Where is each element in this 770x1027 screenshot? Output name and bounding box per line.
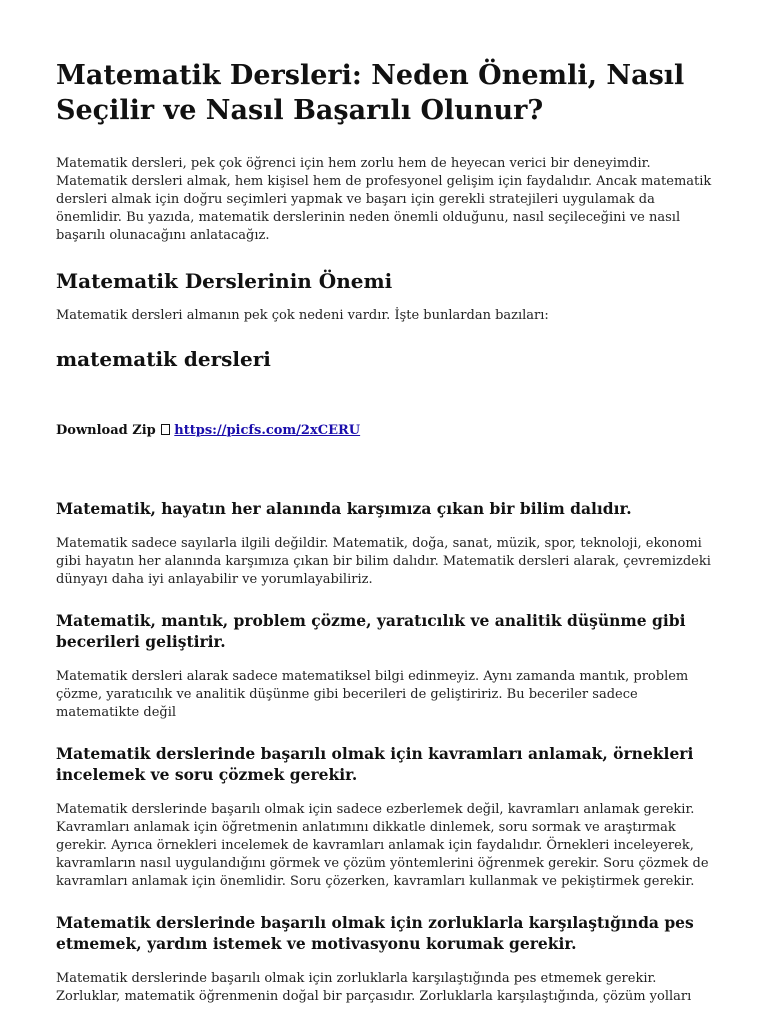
section-heading-1: Matematik, hayatın her alanında karşımıza çıkan bir bilim dalıdır. bbox=[56, 499, 632, 518]
article bbox=[56, 58, 716, 1027]
importance-heading: Matematik Derslerinin Önemi bbox=[56, 269, 393, 293]
download-link[interactable]: https://picfs.com/2xCERU bbox=[174, 423, 361, 438]
download-label: Download Zip bbox=[56, 423, 156, 438]
section-body-3: Matematik derslerinde başarılı olmak için sadece ezberlemek değil, kavramları anlamak gerekir. Kavramları anlamak için öğretmenin anlatımını dikkatle dinlemek, soru sormak ve araştırmak gerekir. Ayrıca örnekleri incelemek de kavramları anlamak için faydalıdır. Örnekleri inceleyerek, kavramların nasıl uygulandığını görmek ve çözüm yöntemlerini öğrenmek gerekir. Soru çözmek de kavramları anlamak için önemlidir. Soru çözerken, kavramları kullanmak ve pekiştirmek gerekir. bbox=[56, 802, 709, 889]
section-heading-3: Matematik derslerinde başarılı olmak için kavramları anlamak, örnekleri incelemek ve soru çözmek gerekir. bbox=[56, 744, 694, 784]
section-body-4: Matematik derslerinde başarılı olmak için zorluklarla karşılaştığında pes etmemek gerekir. Zorluklar, matematik öğrenmenin doğal bir parçasıdır. Zorluklarla karşılaştığında, çözüm yolları bbox=[56, 971, 692, 1004]
download-arrow-icon bbox=[161, 424, 170, 435]
download-line bbox=[56, 422, 716, 440]
section-heading-4: Matematik derslerinde başarılı olmak için zorluklarla karşılaştığında pes etmemek, yardım istemek ve motivasyonu korumak gerekir. bbox=[56, 913, 694, 953]
keyword-heading: matematik dersleri bbox=[56, 347, 271, 371]
intro-paragraph: Matematik dersleri, pek çok öğrenci için hem zorlu hem de heyecan verici bir deneyimdir. Matematik dersleri almak, hem kişisel hem de profesyonel gelişim için faydalıdır. Ancak matematik dersleri almak için doğru seçimleri yapmak ve başarı için gerekli stratejileri uygulamak da önemlidir. Bu yazıda, matematik derslerinin neden önemli olduğunu, nasıl seçileceğini ve nasıl başarılı olunacağını anlatacağız. bbox=[56, 156, 712, 243]
article-title: Matematik Dersleri: Neden Önemli, Nasıl Seçilir ve Nasıl Başarılı Olunur? bbox=[56, 60, 685, 126]
section-body-1: Matematik sadece sayılarla ilgili değildir. Matematik, doğa, sanat, müzik, spor, teknoloji, ekonomi gibi hayatın her alanında karşımıza çıkan bir bilim dalıdır. Matematik dersleri alarak, çevremizdeki dünyayı daha iyi anlayabilir ve yorumlayabiliriz. bbox=[56, 536, 711, 587]
reasons-paragraph: Matematik dersleri almanın pek çok nedeni vardır. İşte bunlardan bazıları: bbox=[56, 308, 549, 323]
section-heading-2: Matematik, mantık, problem çözme, yaratıcılık ve analitik düşünme gibi becerileri geliştirir. bbox=[56, 611, 686, 651]
section-body-2: Matematik dersleri alarak sadece matematiksel bilgi edinmeyiz. Aynı zamanda mantık, problem çözme, yaratıcılık ve analitik düşünme gibi becerileri de geliştiririz. Bu beceriler sadece matematikte değil bbox=[56, 669, 689, 720]
